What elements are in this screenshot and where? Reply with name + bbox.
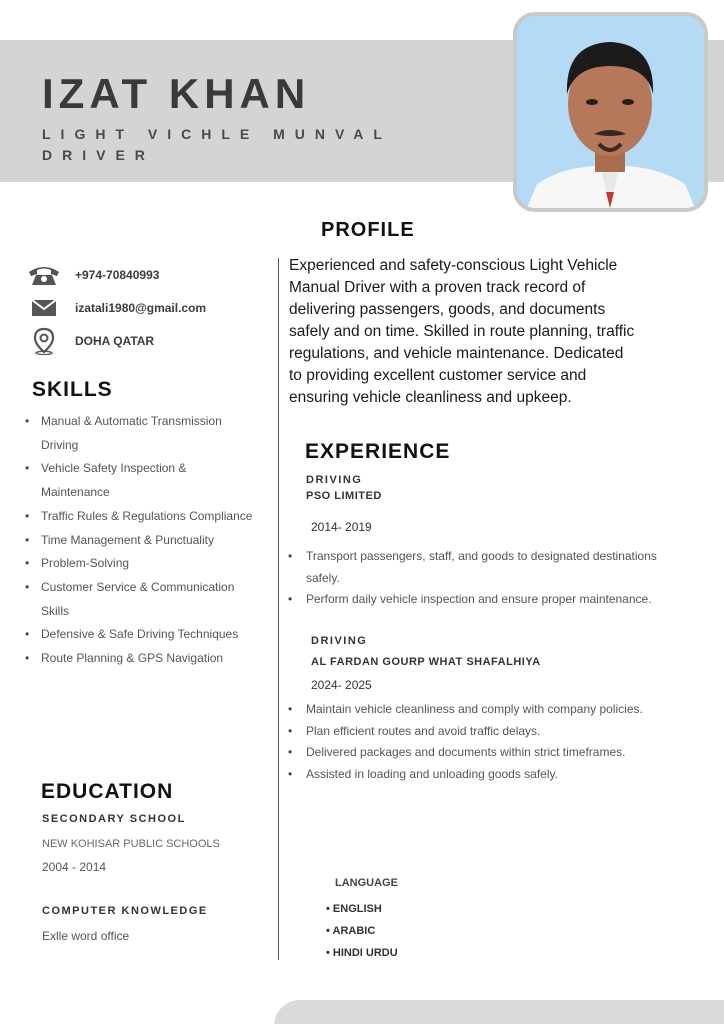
list-item: • Plan efficient routes and avoid traffic delays. xyxy=(288,721,658,743)
list-item: • Perform daily vehicle inspection and ensure proper maintenance. xyxy=(288,589,658,611)
education-school: NEW KOHISAR PUBLIC SCHOOLS xyxy=(42,838,220,850)
list-item: • ENGLISH xyxy=(326,898,398,920)
contact-location xyxy=(26,328,154,354)
education-degree: SECONDARY SCHOOL xyxy=(42,813,186,825)
language-heading: LANGUAGE xyxy=(335,877,398,889)
list-item: • Manual & Automatic Transmission Driving xyxy=(25,410,255,457)
location-text: DOHA QATAR xyxy=(75,334,155,348)
job-company: PSO LIMITED xyxy=(306,490,382,502)
list-item: • Transport passengers, staff, and goods to designated destinations safely. xyxy=(288,546,658,589)
job-years: 2024- 2025 xyxy=(311,678,372,692)
education-heading: EDUCATION xyxy=(41,780,174,803)
email-address[interactable]: izatali1980@gmail.com xyxy=(75,301,207,315)
computer-knowledge-value: Exlle word office xyxy=(42,929,130,943)
list-item: • Time Management & Punctuality xyxy=(25,529,255,553)
list-item: • Delivered packages and documents within strict timeframes. xyxy=(288,742,658,764)
job-duties-list xyxy=(288,546,658,611)
footer-decoration xyxy=(274,1000,724,1024)
list-item: • ARABIC xyxy=(326,920,398,942)
list-item: • HINDI URDU xyxy=(326,942,398,964)
profile-summary: Experienced and safety-conscious Light Vehicle Manual Driver with a proven track record of delivering passengers, goods, and documents safely and on time. Skilled in route planning, traffic regulations, and vehicle maintenance. Dedicated to providing excellent customer service and ensuring vehicle cleanliness and upkeep. xyxy=(289,257,635,406)
list-item: • Route Planning & GPS Navigation xyxy=(25,647,255,671)
computer-knowledge-heading: COMPUTER KNOWLEDGE xyxy=(42,905,208,917)
job-role: DRIVING xyxy=(306,474,363,486)
education-years: 2004 - 2014 xyxy=(42,860,107,874)
contact-email xyxy=(26,295,206,321)
job-title: LIGHT VICHLE MUNVAL DRIVER xyxy=(42,126,392,163)
candidate-name: IZAT KHAN xyxy=(42,70,311,117)
profile-photo xyxy=(513,12,708,212)
list-item: • Customer Service & Communication Skills xyxy=(25,576,255,623)
job-years: 2014- 2019 xyxy=(311,520,372,534)
skills-heading: SKILLS xyxy=(32,378,113,401)
phone-number[interactable]: +974-70840993 xyxy=(75,268,160,282)
job-company: AL FARDAN GOURP WHAT SHAFALHIYA xyxy=(311,656,541,668)
mail-icon xyxy=(26,295,62,321)
list-item: • Traffic Rules & Regulations Compliance xyxy=(25,505,255,529)
job-duties-list xyxy=(288,699,658,786)
contact-phone xyxy=(26,262,159,288)
experience-heading: EXPERIENCE xyxy=(305,440,451,463)
language-list xyxy=(326,898,398,964)
list-item: • Defensive & Safe Driving Techniques xyxy=(25,623,255,647)
job-role: DRIVING xyxy=(311,635,368,647)
list-item: • Assisted in loading and unloading goods safely. xyxy=(288,764,658,786)
person-portrait-icon xyxy=(517,16,704,208)
list-item: • Vehicle Safety Inspection & Maintenance xyxy=(25,457,255,504)
column-divider xyxy=(278,258,279,960)
list-item: • Problem-Solving xyxy=(25,552,255,576)
phone-icon xyxy=(26,262,62,288)
list-item: • Maintain vehicle cleanliness and comply with company policies. xyxy=(288,699,658,721)
profile-heading: PROFILE xyxy=(321,219,415,241)
skills-list xyxy=(25,410,255,671)
location-pin-icon xyxy=(26,328,62,354)
